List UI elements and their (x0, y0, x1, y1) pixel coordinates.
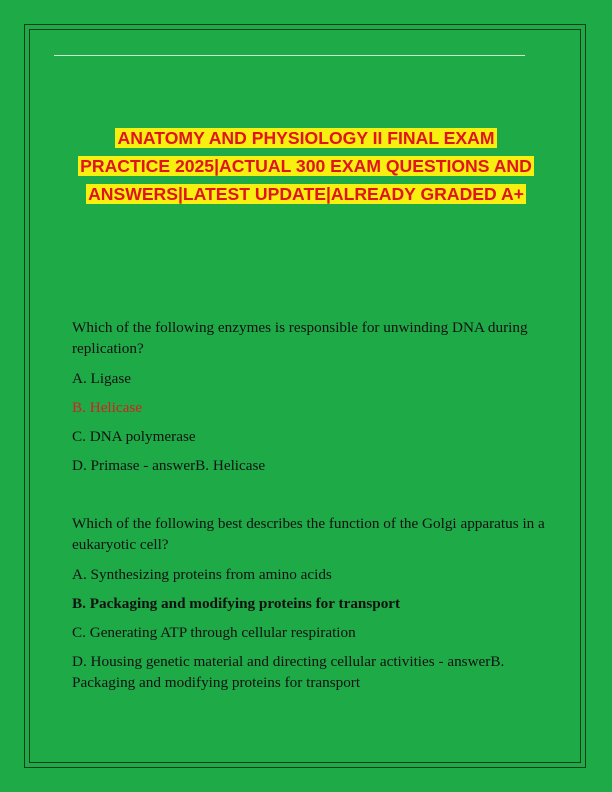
answer-option-d: D. Primase - answerB. Helicase (72, 457, 266, 474)
question-stem: Which of the following best describes the function of the Golgi apparatus in a eukaryotic cell? (72, 515, 545, 553)
answer-option-c: C. Generating ATP through cellular respiration (72, 624, 356, 641)
answer-option-a: A. Synthesizing proteins from amino acids (72, 566, 332, 583)
answer-option-b-highlighted: B. Helicase (72, 399, 143, 416)
answer-option-d: D. Housing genetic material and directing cellular activities - answerB. Packaging and modifying proteins for transport (72, 653, 505, 691)
header-rule (54, 55, 525, 56)
question-stem: Which of the following enzymes is responsible for unwinding DNA during replication? (72, 319, 528, 357)
question-block-1 (72, 317, 548, 484)
document-title (70, 124, 542, 208)
document-title-text: ANATOMY AND PHYSIOLOGY II FINAL EXAM PRACTICE 2025|ACTUAL 300 EXAM QUESTIONS AND ANSWERS|LATEST UPDATE|ALREADY GRADED A+ (80, 128, 532, 204)
answer-option-b-highlighted: B. Packaging and modifying proteins for transport (72, 595, 401, 612)
answer-option-c: C. DNA polymerase (72, 428, 196, 445)
answer-option-a: A. Ligase (72, 370, 132, 387)
question-block-2 (72, 513, 548, 701)
